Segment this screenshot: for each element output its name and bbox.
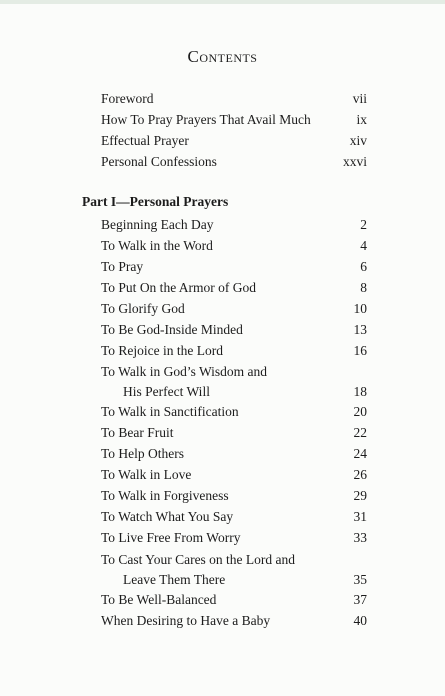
toc-entry-page: 31 [353, 509, 367, 524]
toc-entry-page: 16 [353, 343, 367, 358]
toc-entry-page: xiv [349, 133, 367, 148]
part-heading: Part I—Personal Prayers [82, 194, 229, 209]
toc-entry-page: 33 [353, 530, 367, 545]
toc-entry-label: Beginning Each Day [101, 217, 214, 232]
toc-entry-label: To Bear Fruit [101, 425, 174, 440]
toc-entry-label: To Rejoice in the Lord [101, 343, 224, 358]
toc-entry-label: To Be Well-Balanced [101, 592, 217, 607]
toc-entry-page: vii [352, 91, 367, 106]
toc-entry-page: 13 [353, 322, 367, 337]
toc-entry-label: Effectual Prayer [101, 133, 189, 148]
toc-entry-page: 35 [353, 572, 367, 587]
toc-entry-label: How To Pray Prayers That Avail Much [101, 112, 311, 127]
toc-entry-page: 10 [353, 301, 367, 316]
toc-entry-label: To Help Others [101, 446, 185, 461]
toc-entry-page: 4 [360, 238, 367, 253]
toc-entry-page: ix [356, 112, 367, 127]
toc-entry-page: 24 [353, 446, 367, 461]
toc-entry[interactable] [101, 341, 367, 361]
toc-entry[interactable] [101, 486, 367, 506]
toc-entry-label: To Watch What You Say [101, 509, 234, 524]
toc-entry-label: To Walk in the Word [101, 238, 213, 253]
toc-entry-page: 8 [360, 280, 367, 295]
toc-entry-label: To Cast Your Cares on the Lord and [101, 552, 296, 567]
page-top-edge [0, 0, 445, 4]
toc-entry[interactable] [101, 402, 367, 422]
toc-entry-label: To Put On the Armor of God [101, 280, 257, 295]
contents-title: Contents [187, 47, 258, 66]
toc-entry-page: 22 [353, 425, 367, 440]
toc-entry-label-continued: Leave Them There [123, 572, 226, 587]
toc-entry-page: 6 [360, 259, 367, 274]
toc-entry-label-continued: His Perfect Will [123, 384, 210, 399]
toc-entry-label: To Walk in Sanctification [101, 404, 239, 419]
toc-entry-label: Foreword [101, 91, 154, 106]
toc-entry[interactable] [101, 236, 367, 256]
toc-entry-label: Personal Confessions [101, 154, 217, 169]
toc-entry[interactable] [101, 278, 367, 298]
toc-entry[interactable] [101, 89, 367, 109]
toc-entry[interactable] [101, 528, 367, 548]
toc-entry-page: 37 [353, 592, 367, 607]
toc-entry[interactable] [101, 215, 367, 235]
toc-entry[interactable] [101, 131, 367, 151]
toc-entry-page: 40 [353, 613, 367, 628]
toc-entry-page: xxvi [342, 154, 367, 169]
toc-entry-page: 2 [360, 217, 367, 232]
toc-entry-label: To Be God-Inside Minded [101, 322, 243, 337]
toc-entry-label: When Desiring to Have a Baby [101, 613, 271, 628]
toc-entry-page: 26 [353, 467, 367, 482]
toc-entry-page: 18 [353, 384, 367, 399]
toc-entry-label: To Glorify God [101, 301, 185, 316]
toc-entry[interactable] [101, 110, 367, 130]
toc-entry[interactable] [101, 257, 367, 277]
toc-entry[interactable] [101, 444, 367, 464]
toc-entry-page: 20 [353, 404, 367, 419]
toc-entry-label: To Pray [101, 259, 144, 274]
toc-entry[interactable] [101, 299, 367, 319]
toc-entry-label: To Walk in Forgiveness [101, 488, 229, 503]
toc-entry[interactable] [101, 550, 367, 591]
toc-entry[interactable] [101, 611, 367, 631]
toc-entry-label: To Live Free From Worry [101, 530, 241, 545]
toc-entry[interactable] [101, 423, 367, 443]
toc-entry-label: To Walk in God’s Wisdom and [101, 364, 268, 379]
toc-entry[interactable] [101, 590, 367, 610]
toc-entry-page: 29 [353, 488, 367, 503]
toc-entry-label: To Walk in Love [101, 467, 192, 482]
toc-entry[interactable] [101, 507, 367, 527]
toc-entry[interactable] [101, 362, 367, 403]
toc-entry[interactable] [101, 152, 367, 172]
toc-entry[interactable] [101, 465, 367, 485]
toc-entry[interactable] [101, 320, 367, 340]
